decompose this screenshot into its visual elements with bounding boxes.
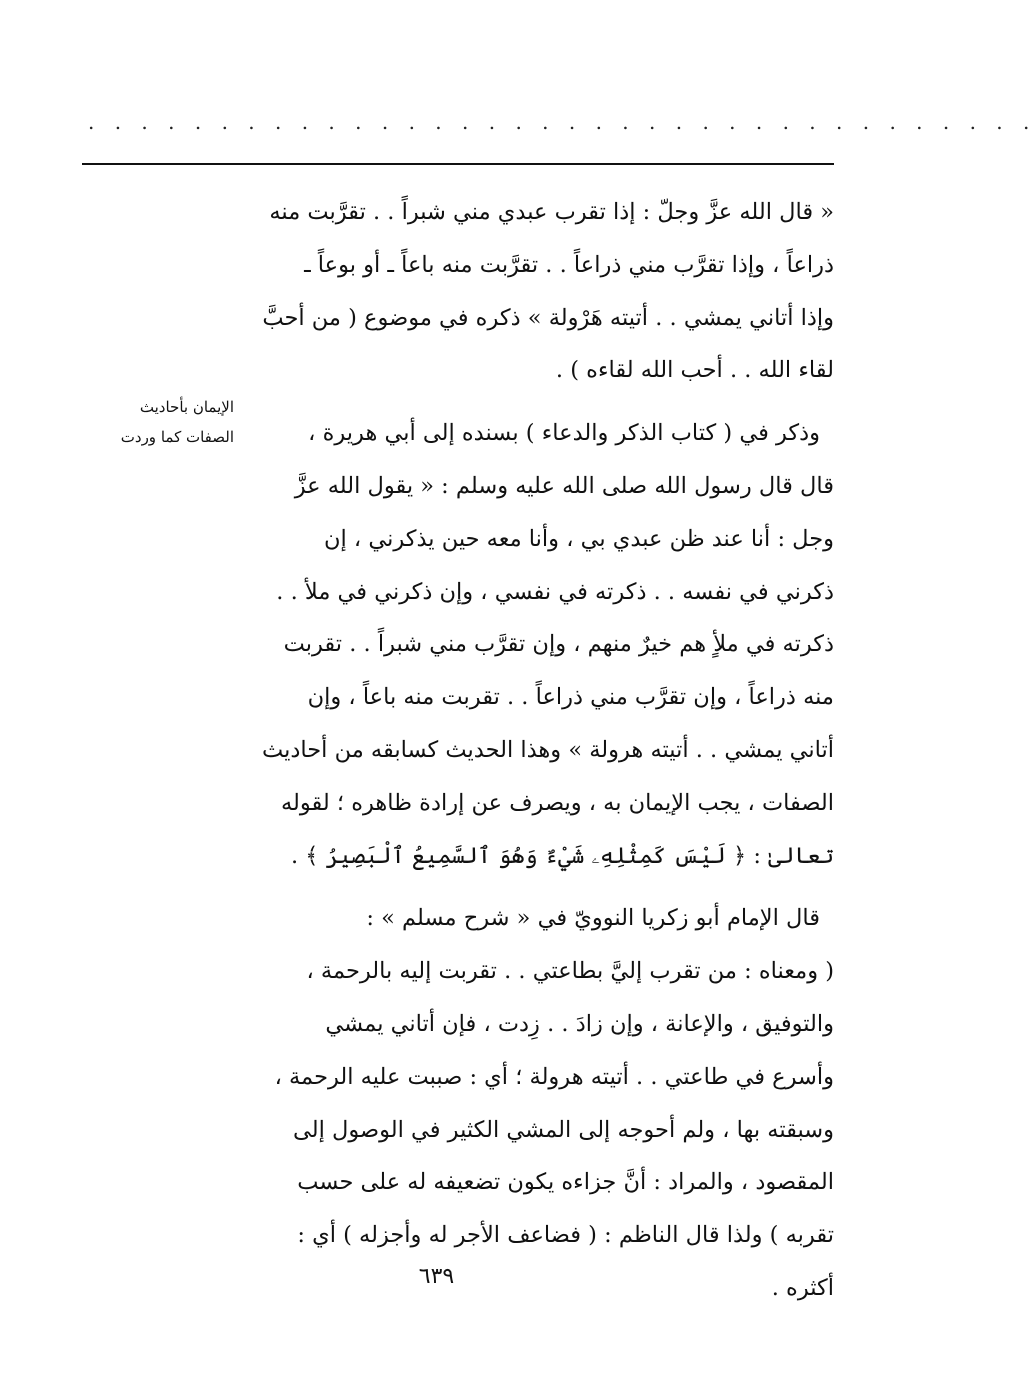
paragraph <box>262 186 834 397</box>
text-line: وذكر في ( كتاب الذكر والدعاء ) بسنده إلى أبي هريرة ، <box>308 420 820 447</box>
paragraph <box>268 892 834 1314</box>
header-dotted-line: . . . . . . . . . . . . . . . . . . . . . . . . . . . . . . . . . . . . <box>88 110 1036 134</box>
text-line: المقصود ، والمراد : أنَّ جزاءه يكون تضعيفه له على حسب <box>297 1169 834 1196</box>
text-line: وإذا أتاني يمشي . . أتيته هَرْولة » ذكره في موضوع ( من أحبَّ <box>262 304 834 331</box>
text-line: الصفات ، يجب الإيمان به ، ويصرف عن إرادة ظاهره ؛ لقوله <box>280 789 834 816</box>
text-line: أتاني يمشي . . أتيته هرولة » وهذا الحديث كسابقه من أحاديث <box>262 736 834 763</box>
text-line: أكثره . <box>771 1274 834 1301</box>
text-line: « قال الله عزَّ وجلّ : إذا تقرب عبدي مني شبراً . . تقرَّبت منه <box>269 199 834 225</box>
quran-verse-line: تعالىٰ : ﴿ لَيْسَ كَمِثْلِهِۦ شَيْءٌ وَهُوَ ٱلسَّمِيعُ ٱلْبَصِيرُ ﴾ . <box>290 842 834 869</box>
margin-note <box>84 392 234 452</box>
main-text <box>262 186 834 1315</box>
text-line: لقاء الله . . أحب الله لقاءه ) . <box>555 357 834 384</box>
text-line: وجل : أنا عند ظن عبدي بي ، وأنا معه حين يذكرني ، إن <box>324 525 834 552</box>
text-line: وسبقته بها ، ولم أحوجه إلى المشي الكثير في الوصول إلى <box>293 1116 834 1143</box>
text-line: منه ذراعاً ، وإن تقرَّب مني ذراعاً . . تقربت منه باعاً ، وإن <box>307 684 834 711</box>
text-line: وأسرع في طاعتي . . أتيته هرولة ؛ أي : صببت عليه الرحمة ، <box>274 1063 834 1090</box>
header-rule <box>82 163 834 165</box>
text-line: ( ومعناه : من تقرب إليَّ بطاعتي . . تقربت إليه بالرحمة ، <box>306 958 834 985</box>
text-line: والتوفيق ، والإعانة ، وإن زادَ . . زِدت ، فإن أتاني يمشي <box>325 1010 834 1037</box>
text-line: ذكرني في نفسه . . ذكرته في نفسي ، وإن ذكرني في ملأ . . <box>276 578 834 605</box>
text-line: قال الإمام أبو زكريا النوويّ في « شرح مسلم » : <box>366 905 820 932</box>
text-line: تقربه ) ولذا قال الناظم : ( فضاعف الأجر له وأجزله ) أي : <box>297 1222 834 1249</box>
margin-note-line: الصفات كما وردت <box>120 428 234 446</box>
text-line: ذكرته في ملأٍ هم خيرٌ منهم ، وإن تقرَّب مني شبراً . . تقربت <box>283 631 834 658</box>
text-line: قال قال رسول الله صلى الله عليه وسلم : « يقول الله عزَّ <box>294 472 834 499</box>
paragraph <box>262 407 834 882</box>
margin-note-line: الإيمان بأحاديث <box>139 398 234 416</box>
page-number: ٦٣٩ <box>418 1264 455 1289</box>
text-line: ذراعاً ، وإذا تقرَّب مني ذراعاً . . تقرَّبت منه باعاً ـ أو بوعاً ـ <box>304 251 834 278</box>
